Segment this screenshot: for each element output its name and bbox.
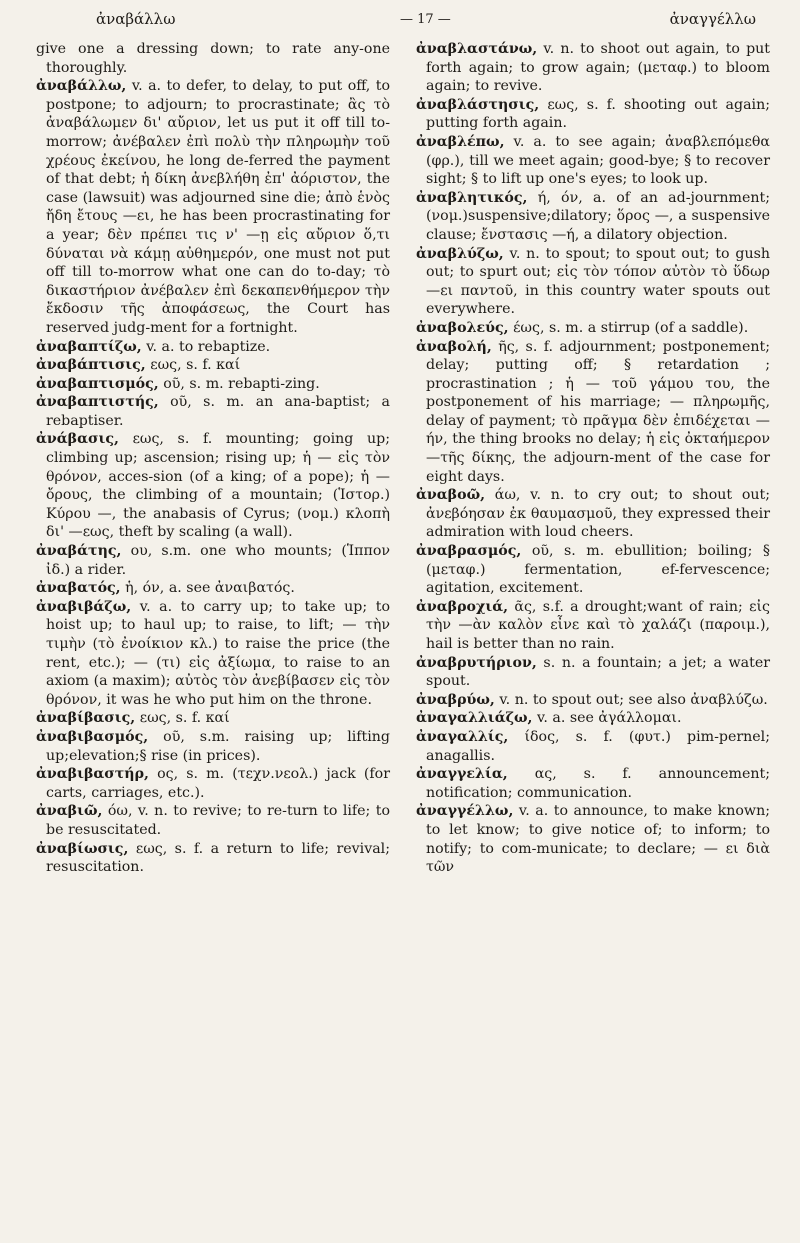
- entry-headword: ἀναβλάστησις,: [416, 96, 540, 113]
- dictionary-entry: [36, 579, 390, 598]
- entry-headword: ἀναγαλλίς,: [416, 728, 509, 745]
- entry-headword: ἀναβοῶ,: [416, 487, 486, 504]
- dictionary-entry: [416, 245, 770, 319]
- entry-definition: v. a. to defer, to delay, to put off, to postpone; to adjourn; to procrastinate; ἂς τὸ ἀναβάλωμεν δι' αὔριον, let us put it off till to-morrow; ἀνέβαλεν ἐπὶ πολὺ τὴν πληρωμὴν τοῦ χρέους ἐκείνου, he long de-ferred the payment of that debt; ἡ δίκη ἀνεβλήθη ἐπ' ἀόριστον, the case (lawsuit) was adjourned sine die; ἀπὸ ἑνὸς ἤδη ἔτους —ει, he has been procrastinating for a year; δὲν πρέπει τις ν' —ῃ εἰς αὔριον ὅ,τι δύναται νὰ κάμῃ αὐθημερόν, one must not put off till to-morrow what one can do to-day; τὸ δικαστήριον ἀνέβαλεν ἐπὶ δεκαπενθήμερον τὴν ἔκδοσιν τῆς ἀποφάσεως, the Court has reserved judg-ment for a fortnight.: [46, 78, 390, 336]
- entry-definition: εως, s. f. shooting out again; putting forth again.: [426, 96, 771, 132]
- entry-headword: ἀναβιβασμός,: [36, 728, 149, 745]
- entry-definition: v. a. to rebaptize.: [146, 338, 271, 355]
- entry-definition: give one a dressing down; to rate any-one thoroughly.: [36, 41, 390, 76]
- entry-definition: εως, s. f. καί: [150, 357, 241, 374]
- entry-definition: v. n. to shoot out again, to put forth again; to grow again; (μεταφ.) to bloom again; to revive.: [426, 41, 771, 95]
- entry-definition: εως, s. f. mounting; going up; climbing up; ascension; rising up; ἡ — εἰς τὸν θρόνον, acces-sion (of a king; of a pope); ἡ — ὄρους, the climbing of a mountain; (Ἱστορ.) Κύρου —, the anabasis of Cyrus; (νομ.) κλοπὴ δι' —εως, theft by scaling (a wall).: [46, 431, 390, 541]
- dictionary-entry: [36, 356, 390, 375]
- dictionary-entry: [416, 542, 770, 598]
- entry-headword: ἀναβιῶ,: [36, 803, 103, 820]
- entry-definition: οῦ, s. m. an ana-baptist; a rebaptiser.: [46, 394, 390, 429]
- header-right-guideword: ἀναγγέλλω: [669, 10, 756, 28]
- entry-definition: οῦ, s. m. rebapti-zing.: [163, 375, 320, 392]
- dictionary-entry: [36, 375, 390, 394]
- dictionary-entry: [36, 802, 390, 839]
- entry-definition: s. n. a fountain; a jet; a water spout.: [426, 654, 770, 690]
- entry-headword: ἀναβάλλω,: [36, 78, 127, 95]
- entry-headword: ἀναβαπτισμός,: [36, 375, 159, 392]
- dictionary-entry: [36, 542, 390, 579]
- page-header: [36, 10, 770, 32]
- entry-headword: ἀναβρυτήριον,: [416, 654, 537, 671]
- dictionary-entry: [36, 40, 390, 77]
- page-number: — 17 —: [400, 12, 451, 27]
- dictionary-entry: [36, 840, 390, 877]
- entry-headword: ἀναβαπτιστής,: [36, 394, 159, 411]
- entry-definition: ἡ, όν, a. see ἀναιβατός.: [125, 580, 295, 597]
- entry-headword: ἀναβολή,: [416, 338, 492, 355]
- dictionary-entry: [416, 96, 770, 133]
- dictionary-entry: [36, 338, 390, 357]
- entry-headword: ἀναβίωσις,: [36, 840, 129, 857]
- dictionary-entry: [416, 728, 770, 765]
- entry-headword: ἀναβρύω,: [416, 691, 495, 708]
- dictionary-entry: [416, 598, 770, 654]
- entry-headword: ἀναβάτης,: [36, 543, 122, 560]
- entry-definition: v. n. to spout out; see also ἀναβλύζω.: [499, 691, 768, 708]
- dictionary-entry: [416, 654, 770, 691]
- entry-headword: ἀναγαλλιάζω,: [416, 710, 533, 727]
- entry-headword: ἀναβατός,: [36, 580, 121, 597]
- entry-headword: ἀναβιβάζω,: [36, 598, 132, 615]
- dictionary-entry: [416, 691, 770, 710]
- left-column: [36, 40, 390, 877]
- entry-headword: ἀναβολεύς,: [416, 319, 509, 336]
- dictionary-entry: [36, 77, 390, 337]
- entry-headword: ἀναβλέπω,: [416, 133, 505, 150]
- dictionary-entry: [36, 393, 390, 430]
- dictionary-entry: [416, 338, 770, 487]
- entry-definition: v. a. see ἀγάλλομαι.: [537, 710, 682, 727]
- entry-definition: v. a. to announce, to make known; to let know; to give notice of; to inform; to notify; to com-municate; to declare; — ει διὰ τῶν: [426, 803, 770, 876]
- entry-headword: ἀναγγελία,: [416, 766, 508, 783]
- dictionary-entry: [36, 598, 390, 710]
- header-left-guideword: ἀναβάλλω: [96, 10, 176, 28]
- dictionary-entry: [416, 765, 770, 802]
- entry-definition: όω, v. n. to revive; to re-turn to life; to be resuscitated.: [46, 803, 390, 838]
- dictionary-entry: [416, 40, 770, 96]
- entry-definition: οῦ, s. m. ebullition; boiling; § (μεταφ.) fermentation, ef-fervescence; agitation, excitement.: [426, 543, 770, 597]
- entry-definition: v. a. to carry up; to take up; to hoist up; to haul up; to raise, to lift; — τὴν τιμὴν (τὸ ἐνοίκιον κλ.) to raise the price (the rent, etc.); — (τι) εἰς ἀξίωμα, to raise to an axiom (a maxim); αὐτὸς τὸν ἀνεβίβασεν εἰς τὸν θρόνον, it was he who put him on the throne.: [46, 598, 390, 708]
- entry-headword: ἀναγγέλλω,: [416, 803, 514, 820]
- entry-headword: ἀναβαπτίζω,: [36, 338, 142, 355]
- entry-headword: ἀναβιβαστήρ,: [36, 766, 150, 783]
- entry-definition: v. a. to see again; ἀναβλεπόμεθα (φρ.), till we meet again; good-bye; § to recover sight; § to lift up one's eyes; to look up.: [426, 133, 770, 188]
- dictionary-entry: [416, 802, 770, 876]
- entry-definition: ος, s. m. (τεχν.νεολ.) jack (for carts, carriages, etc.).: [46, 766, 390, 801]
- entry-definition: έως, s. m. a stirrup (of a saddle).: [513, 319, 749, 336]
- dictionary-entry: [36, 709, 390, 728]
- entry-headword: ἀναβρασμός,: [416, 543, 522, 560]
- entry-definition: ου, s.m. one who mounts; (Ἱππον ἰδ.) a rider.: [46, 543, 390, 578]
- entry-definition: άω, v. n. to cry out; to shout out; ἀνεβόησαν ἐκ θαυμασμοῦ, they expressed their admiration with loud cheers.: [426, 487, 771, 541]
- entry-definition: οῦ, s.m. raising up; lifting up;elevation;§ rise (in prices).: [46, 728, 390, 764]
- entry-definition: ᾶς, s.f. a drought;want of rain; εἰς τὴν —ὰν καλὸν εἶνε καὶ τὸ χαλάζι (παροιμ.), hail is better than no rain.: [426, 598, 770, 652]
- entry-definition: εως, s. f. a return to life; revival; resuscitation.: [46, 840, 391, 876]
- dictionary-entry: [36, 430, 390, 542]
- entry-definition: εως, s. f. καί: [139, 710, 230, 727]
- entry-definition: ή, όν, a. of an ad-journment;(νομ.)suspensive;dilatory; ὅρος —, a suspensive clause; ἔνστασις —ή, a dilatory objection.: [426, 189, 770, 243]
- entry-headword: ἀναβάπτισις,: [36, 357, 146, 374]
- dictionary-entry: [416, 709, 770, 728]
- entry-headword: ἀνάβασις,: [36, 431, 119, 448]
- dictionary-entry: [36, 728, 390, 765]
- entry-headword: ἀναβλητικός,: [416, 189, 528, 206]
- dictionary-entry: [36, 765, 390, 802]
- dictionary-entry: [416, 133, 770, 189]
- entry-definition: v. n. to spout; to spout out; to gush out; to spurt out; εἰς τὸν τόπον αὐτὸν τὸ ὕδωρ —ει παντοῦ, in this country water spouts out everywhere.: [426, 245, 771, 318]
- dictionary-entry: [416, 319, 770, 338]
- dictionary-entry: [416, 486, 770, 542]
- entry-headword: ἀναβίβασις,: [36, 710, 136, 727]
- entry-headword: ἀναβροχιά,: [416, 598, 509, 615]
- right-column: [416, 40, 770, 877]
- entry-definition: ῆς, s. f. adjournment; postponement; delay; putting off; § retardation ; procrastination ; ἡ — τοῦ γάμου του, the postponement of his marriage; — πληρωμῆς, delay of payment; τὸ πρᾶγμα δὲν ἐπιδέχεται —ήν, the thing brooks no delay; ἡ εἰς ὀκταήμερον —τῆς δίκης, the adjourn-ment of the case for eight days.: [426, 338, 771, 485]
- entry-headword: ἀναβλύζω,: [416, 245, 504, 262]
- entry-definition: ας, s. f. announcement; notification; communication.: [426, 766, 770, 801]
- entry-headword: ἀναβλαστάνω,: [416, 41, 538, 57]
- entry-definition: ίδος, s. f. (φυτ.) pim-pernel; anagallis.: [426, 728, 771, 764]
- dictionary-entry: [416, 189, 770, 245]
